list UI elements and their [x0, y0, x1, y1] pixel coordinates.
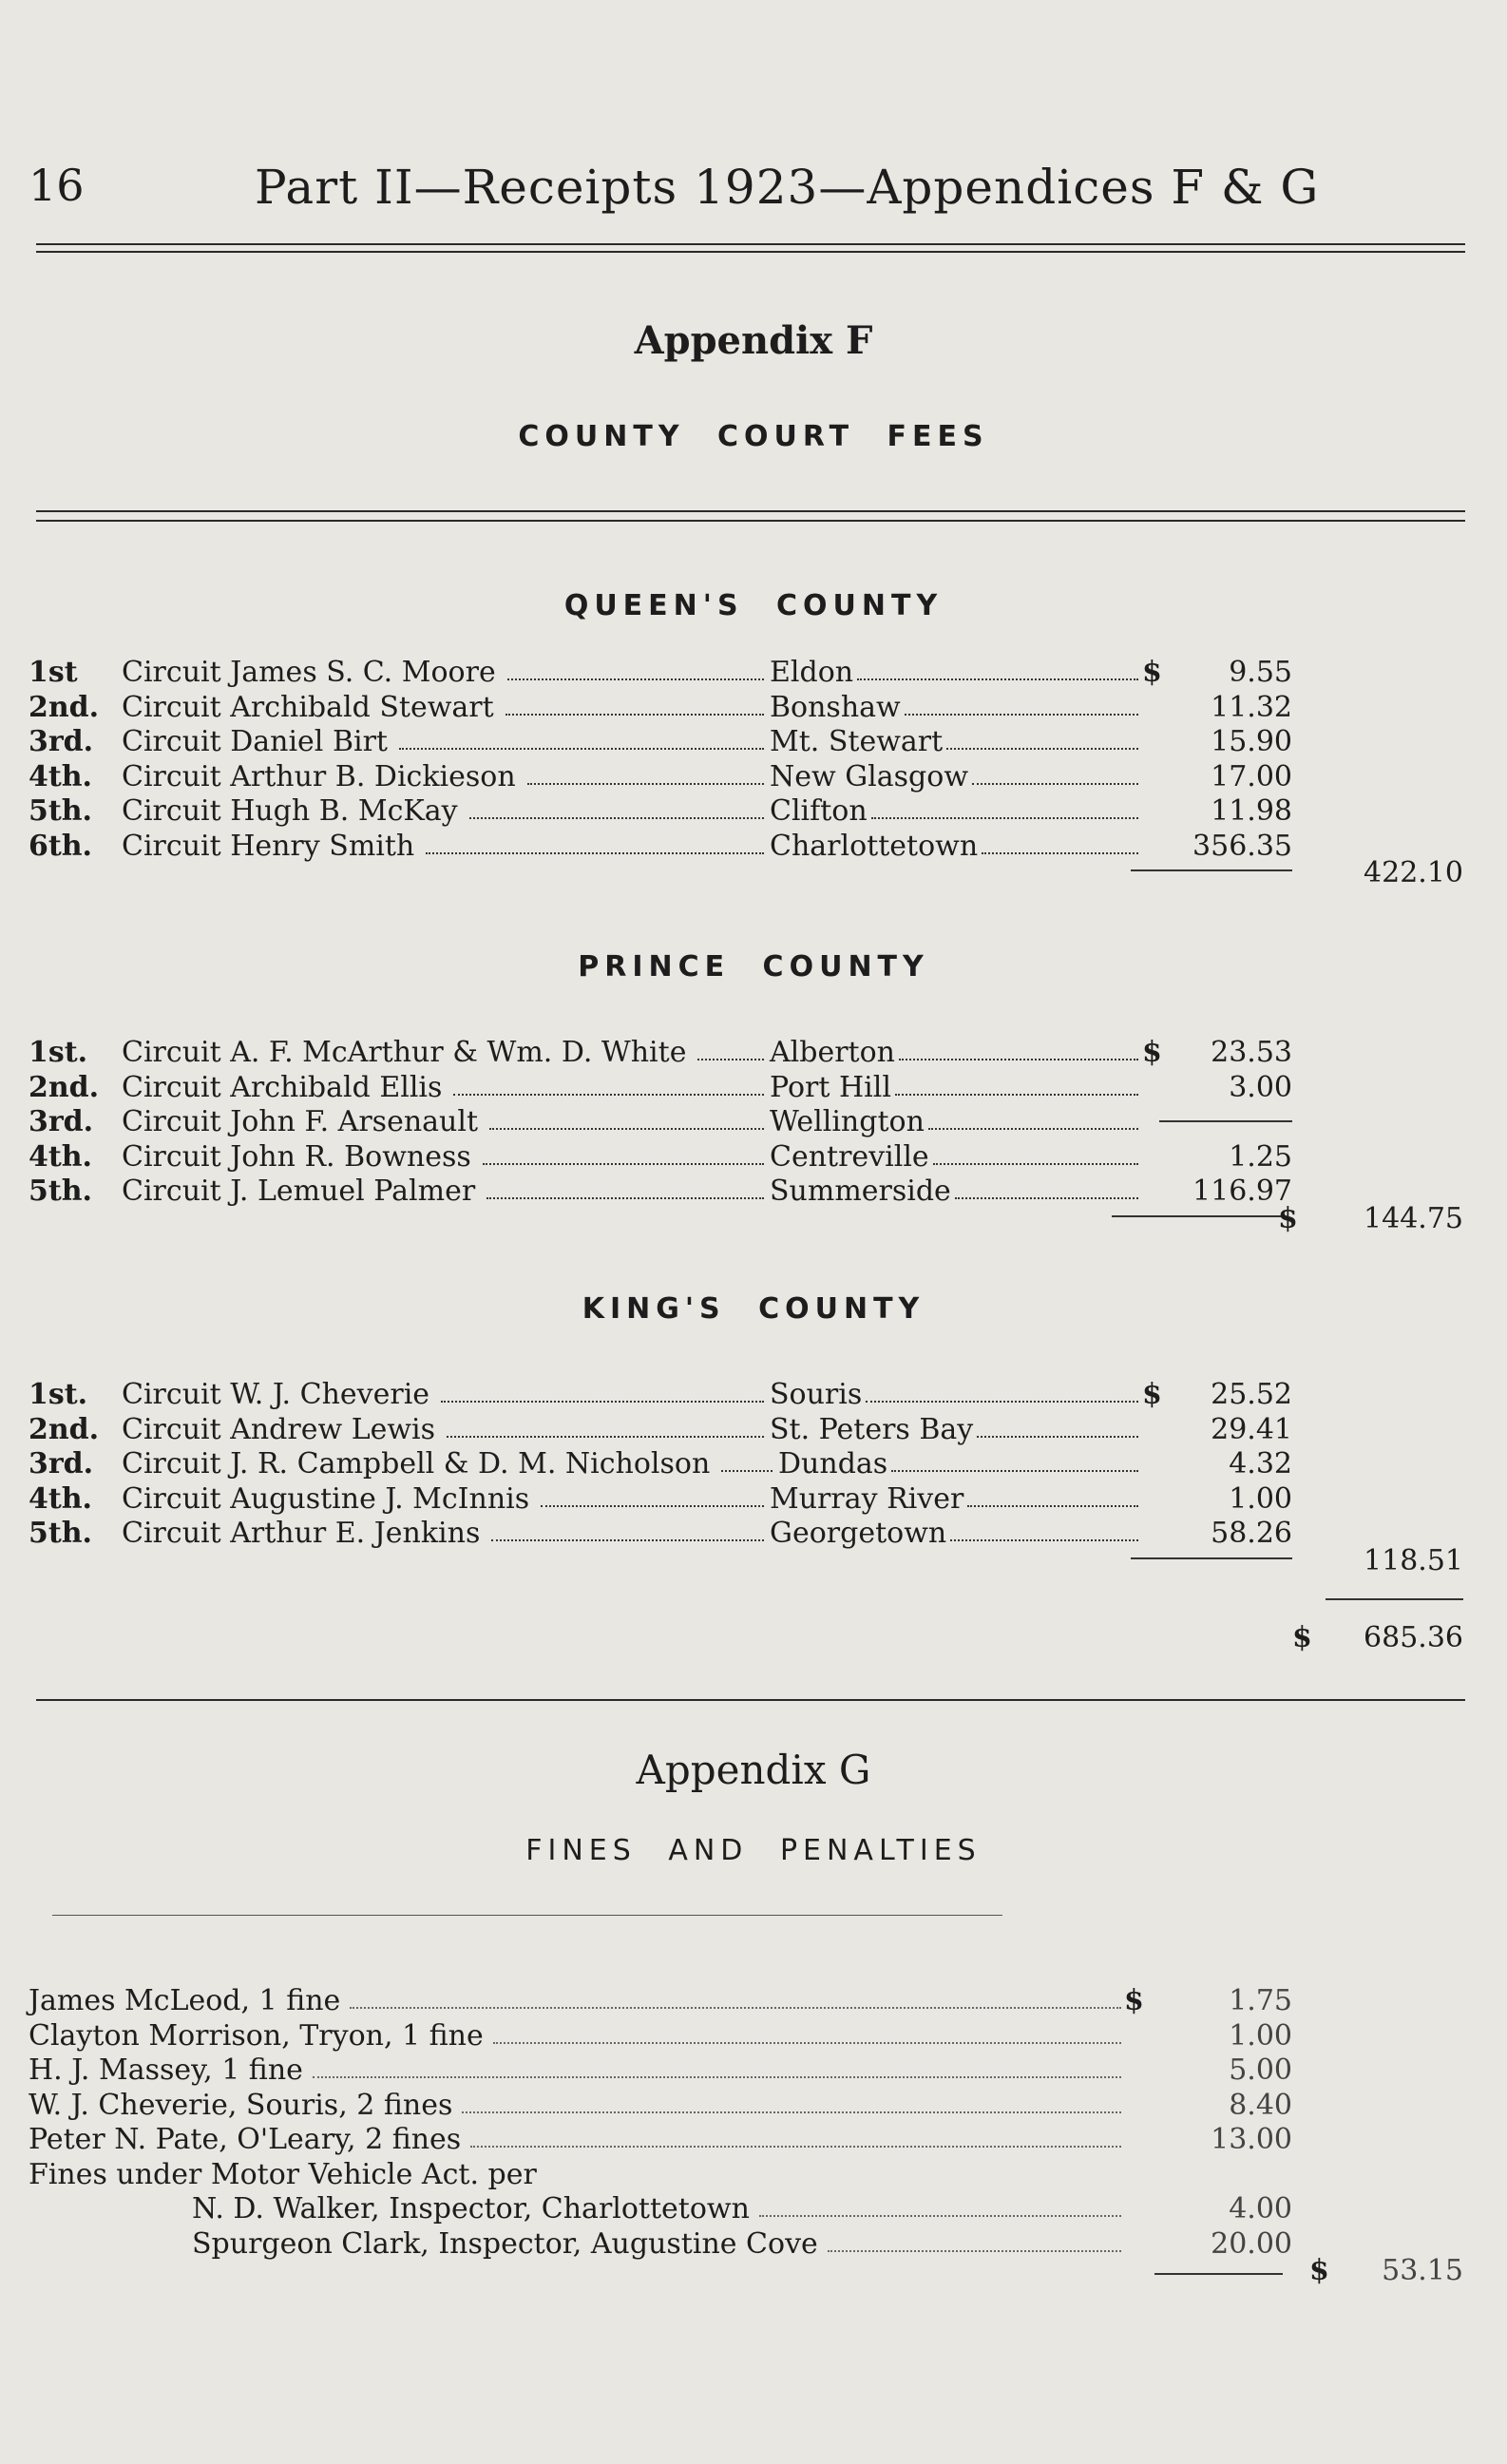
dot-leader [489, 1105, 764, 1130]
dot-leader [721, 1447, 773, 1472]
dollar-sign: $ [1142, 656, 1162, 689]
header-rule-bottom [36, 251, 1465, 253]
dot-leader [828, 2227, 1121, 2252]
judge-name: Circuit Augustine J. McInnis [122, 1481, 530, 1516]
judge-name: Circuit Arthur B. Dickieson [122, 759, 516, 793]
circuit-ordinal: 1st [29, 656, 78, 689]
county-title: QUEEN'S COUNTY [563, 589, 944, 622]
dot-leader [899, 1036, 1138, 1060]
appendix-g-title: Appendix G [636, 1747, 871, 1793]
dot-leader [426, 830, 764, 854]
fee-row [0, 1140, 1507, 1175]
dot-leader [950, 1517, 1138, 1541]
fee-amount: 1.25 [1229, 1139, 1292, 1174]
dot-leader [483, 1140, 764, 1165]
fee-row [0, 1482, 1507, 1517]
fine-description: Peter N. Pate, O'Leary, 2 fines [29, 2123, 462, 2156]
fee-amount: 11.98 [1211, 794, 1292, 828]
fee-amount: 17.00 [1211, 759, 1292, 793]
place-name: Georgetown [770, 1517, 947, 1550]
place-name: New Glasgow [770, 759, 969, 793]
judge-name: Circuit Arthur E. Jenkins [122, 1517, 481, 1550]
fine-amount: 4.00 [1229, 2192, 1292, 2225]
dot-leader [453, 1071, 764, 1096]
dot-leader [871, 794, 1138, 819]
page-number: 16 [29, 160, 85, 211]
fee-amount: 15.90 [1211, 725, 1292, 758]
dollar-sign: $ [1309, 2254, 1329, 2287]
dot-leader [697, 1036, 764, 1060]
fee-amount: 23.53 [1211, 1036, 1292, 1069]
fine-amount: 5.00 [1229, 2053, 1292, 2087]
place-name: Charlottetown [770, 829, 979, 863]
dot-leader [967, 1482, 1138, 1507]
dot-leader [946, 725, 1138, 750]
page-header-title: Part II—Receipts 1923—Appendices F & G [255, 160, 1320, 215]
dot-leader [506, 691, 764, 716]
place-name: Wellington [770, 1105, 925, 1138]
judge-name: Circuit J. R. Campbell & D. M. Nicholson [122, 1447, 711, 1480]
dollar-sign: $ [1278, 1201, 1298, 1235]
dollar-sign: $ [1292, 1621, 1312, 1654]
dot-leader [541, 1482, 764, 1507]
fine-amount: 13.00 [1211, 2123, 1292, 2156]
dot-leader [972, 760, 1138, 785]
fee-amount: 1.00 [1229, 1481, 1292, 1516]
fine-amount: 20.00 [1211, 2226, 1292, 2261]
dot-leader [866, 1378, 1138, 1403]
dot-leader [313, 2053, 1121, 2078]
place-name: Clifton [770, 794, 868, 828]
fine-row [0, 2019, 1507, 2053]
county-total: 118.51 [1364, 1543, 1463, 1577]
county-total-row [0, 1202, 1507, 1236]
appendix-divider [36, 1699, 1465, 1701]
place-name: St. Peters Bay [770, 1412, 974, 1446]
circuit-ordinal: 4th. [29, 1139, 92, 1174]
section-rule-bottom [36, 520, 1465, 522]
section-rule-top [36, 510, 1465, 512]
appendix-f-subtitle: COUNTY COURT FEES [518, 420, 989, 453]
fee-amount: 58.26 [1211, 1517, 1292, 1550]
dot-leader [493, 2019, 1121, 2044]
fee-amount: 9.55 [1229, 656, 1292, 689]
dot-leader [895, 1071, 1138, 1096]
circuit-ordinal: 3rd. [29, 1447, 94, 1480]
circuit-ordinal: 2nd. [29, 1412, 100, 1446]
fine-row [0, 2192, 1507, 2226]
dot-leader [462, 2089, 1121, 2113]
circuit-ordinal: 5th. [29, 1175, 92, 1208]
judge-name: Circuit Andrew Lewis [122, 1412, 436, 1446]
fine-row [0, 2158, 1507, 2192]
fines-total-row [0, 2254, 1507, 2288]
fee-row [0, 656, 1507, 690]
judge-name: Circuit Archibald Ellis [122, 1070, 443, 1104]
fine-description: James McLeod, 1 fine [29, 1984, 341, 2017]
place-name: Souris [770, 1378, 863, 1411]
circuit-ordinal: 1st. [29, 1378, 88, 1411]
appendix-g-subtitle: FINES AND PENALTIES [525, 1834, 982, 1867]
place-name: Alberton [770, 1036, 895, 1069]
circuit-ordinal: 5th. [29, 1517, 92, 1550]
dollar-sign: $ [1124, 1984, 1144, 2017]
fee-row [0, 760, 1507, 794]
appendix-f-title: Appendix F [634, 318, 873, 363]
place-name: Dundas [778, 1447, 888, 1480]
place-name: Summerside [770, 1175, 951, 1208]
fee-amount: 4.32 [1229, 1447, 1292, 1480]
fee-amount: 29.41 [1211, 1412, 1292, 1446]
judge-name: Circuit Archibald Stewart [122, 690, 494, 724]
fee-amount: 25.52 [1211, 1378, 1292, 1411]
fee-row [0, 1105, 1507, 1139]
dot-leader [928, 1105, 1138, 1130]
judge-name: Circuit James S. C. Moore [122, 656, 496, 689]
dot-leader [350, 1984, 1121, 2009]
dot-leader [441, 1378, 764, 1403]
fee-row [0, 725, 1507, 759]
circuit-ordinal: 5th. [29, 794, 92, 828]
circuit-ordinal: 2nd. [29, 690, 100, 724]
fine-description: W. J. Cheverie, Souris, 2 fines [29, 2088, 453, 2122]
judge-name: Circuit Daniel Birt [122, 725, 388, 758]
county-title: KING'S COUNTY [582, 1292, 925, 1326]
dot-leader [527, 760, 764, 785]
county-total-row [0, 1544, 1507, 1578]
dot-leader [857, 656, 1138, 680]
grand-total: 685.36 [1364, 1621, 1463, 1654]
dot-leader [933, 1140, 1138, 1165]
place-name: Port Hill [770, 1070, 891, 1104]
dot-leader [399, 725, 764, 750]
fine-description: H. J. Massey, 1 fine [29, 2053, 303, 2087]
header-rule-top [36, 243, 1465, 245]
county-total: 144.75 [1364, 1201, 1463, 1235]
judge-name: Circuit John R. Bowness [122, 1139, 471, 1174]
judge-name: Circuit John F. Arsenault [122, 1105, 479, 1138]
dot-leader [891, 1447, 1138, 1472]
dot-leader [469, 794, 764, 819]
judge-name: Circuit A. F. McArthur & Wm. D. White [122, 1036, 687, 1069]
fines-total: 53.15 [1382, 2254, 1463, 2287]
dot-leader [491, 1517, 764, 1541]
circuit-ordinal: 3rd. [29, 725, 94, 758]
dot-leader [982, 830, 1138, 854]
fee-amount: 11.32 [1211, 690, 1292, 724]
fine-row [0, 2123, 1507, 2157]
fee-amount: 356.35 [1192, 829, 1292, 863]
dot-leader [955, 1175, 1138, 1199]
dollar-sign: $ [1142, 1036, 1162, 1069]
fee-row [0, 794, 1507, 829]
county-total: 422.10 [1364, 856, 1463, 889]
dot-leader [486, 1175, 764, 1199]
circuit-ordinal: 3rd. [29, 1105, 94, 1138]
fee-row [0, 1071, 1507, 1105]
dot-leader [470, 2123, 1121, 2148]
fine-amount: 1.75 [1229, 1984, 1292, 2017]
fee-row [0, 1447, 1507, 1481]
county-total-row [0, 856, 1507, 890]
fine-row [0, 2053, 1507, 2088]
circuit-ordinal: 4th. [29, 1481, 92, 1516]
fine-description: Clayton Morrison, Tryon, 1 fine [29, 2018, 484, 2053]
dot-leader [507, 656, 764, 680]
dot-leader [447, 1413, 764, 1438]
fine-amount: 8.40 [1229, 2088, 1292, 2122]
place-name: Centreville [770, 1139, 929, 1174]
fee-row [0, 1036, 1507, 1070]
fee-amount: 116.97 [1192, 1175, 1292, 1208]
dot-leader [759, 2192, 1121, 2217]
circuit-ordinal: 2nd. [29, 1070, 100, 1104]
fine-description: Fines under Motor Vehicle Act. per [29, 2157, 537, 2191]
place-name: Bonshaw [770, 690, 901, 724]
judge-name: Circuit Henry Smith [122, 829, 415, 863]
circuit-ordinal: 6th. [29, 829, 92, 863]
circuit-ordinal: 4th. [29, 759, 92, 793]
dollar-sign: $ [1142, 1378, 1162, 1411]
circuit-ordinal: 1st. [29, 1036, 88, 1069]
place-name: Mt. Stewart [770, 725, 944, 758]
fine-amount: 1.00 [1229, 2018, 1292, 2053]
fine-description: N. D. Walker, Inspector, Charlottetown [192, 2192, 750, 2225]
fee-row [0, 1413, 1507, 1447]
judge-name: Circuit Hugh B. McKay [122, 794, 458, 828]
judge-name: Circuit W. J. Cheverie [122, 1378, 430, 1411]
fee-row [0, 1378, 1507, 1412]
fine-row [0, 2089, 1507, 2123]
fine-row [0, 1984, 1507, 2018]
dot-leader [977, 1413, 1138, 1438]
grand-total-rule [1326, 1598, 1463, 1600]
place-name: Eldon [770, 656, 854, 689]
grand-total-row [0, 1621, 1507, 1655]
dot-leader [905, 691, 1138, 716]
fee-row [0, 691, 1507, 725]
fee-amount: 3.00 [1229, 1070, 1292, 1104]
county-title: PRINCE COUNTY [578, 950, 929, 984]
no-amount-dash [1159, 1120, 1292, 1122]
fines-rule [52, 1915, 1002, 1916]
fine-description: Spurgeon Clark, Inspector, Augustine Cove [192, 2226, 818, 2261]
place-name: Murray River [770, 1481, 964, 1516]
judge-name: Circuit J. Lemuel Palmer [122, 1175, 476, 1208]
